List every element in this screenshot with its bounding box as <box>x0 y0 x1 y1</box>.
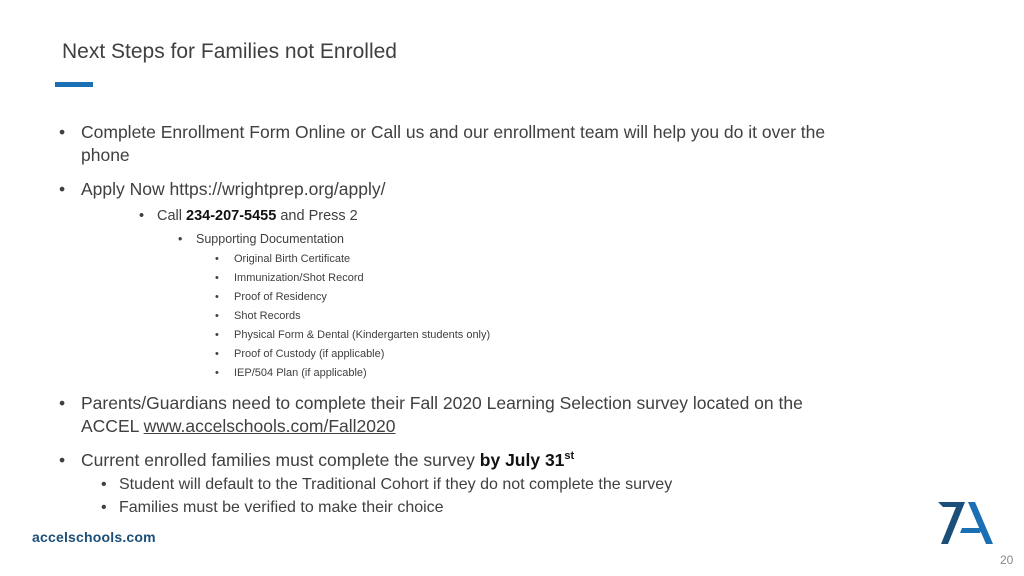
bullet-dot-icon: • <box>215 291 219 303</box>
bullet-dot-icon: • <box>59 450 66 470</box>
deadline-ordinal: st <box>564 450 575 463</box>
deadline-text: by July 31 <box>479 450 565 470</box>
title-accent-bar <box>55 82 93 87</box>
bullet-apply-now <box>59 179 386 201</box>
slide-title: Next Steps for Families not Enrolled <box>62 40 397 63</box>
footer-brand: accelschools.com <box>32 529 156 545</box>
call-suffix: and Press 2 <box>276 208 358 224</box>
phone-number: 234-207-5455 <box>186 208 277 224</box>
bullet-enrollment-form <box>59 122 826 144</box>
bullet-dot-icon: • <box>139 208 145 224</box>
bullet-dot-icon: • <box>59 122 66 142</box>
bullet-dot-icon: • <box>215 310 219 322</box>
document-label: Physical Form & Dental (Kindergarten students only) <box>234 329 491 341</box>
bullet-text: Student will default to the Traditional Cohort if they do not complete the survey <box>119 476 673 493</box>
sub-bullet-call <box>139 207 358 225</box>
document-label: Proof of Custody (if applicable) <box>234 348 385 360</box>
bullet-dot-icon: • <box>215 329 219 341</box>
bullet-text: Supporting Documentation <box>196 232 345 246</box>
bullet-current-families <box>59 450 575 472</box>
document-item <box>215 253 351 267</box>
bullet-text: Parents/Guardians need to complete their Fall 2020 Learning Selection survey located on the <box>81 393 803 413</box>
bullet-text: Apply Now https://wrightprep.org/apply/ <box>81 179 386 199</box>
document-label: Proof of Residency <box>234 291 327 303</box>
document-item <box>215 367 367 381</box>
bullet-dot-icon: • <box>215 348 219 360</box>
document-item <box>215 329 491 343</box>
bullet-dot-icon: • <box>59 393 66 413</box>
bullet-dot-icon: • <box>215 272 219 284</box>
bullet-text: Families must be verified to make their choice <box>119 499 444 516</box>
bullet-dot-icon: • <box>215 367 219 379</box>
document-item <box>215 291 327 305</box>
sub-bullet-verified <box>101 498 444 518</box>
document-label: Shot Records <box>234 310 301 322</box>
bullet-dot-icon: • <box>215 253 219 265</box>
document-item <box>215 272 364 286</box>
bullet-text: Current enrolled families must complete the survey <box>81 450 480 470</box>
bullet-dot-icon: • <box>59 179 66 199</box>
call-prefix: Call <box>157 208 187 224</box>
bullet-parents-survey-cont <box>81 416 396 438</box>
accel-prefix: ACCEL <box>81 416 144 436</box>
document-label: Original Birth Certificate <box>234 253 351 265</box>
document-label: IEP/504 Plan (if applicable) <box>234 367 367 379</box>
accel-logo-icon <box>938 498 994 546</box>
bullet-dot-icon: • <box>101 476 107 493</box>
document-label: Immunization/Shot Record <box>234 272 364 284</box>
bullet-text: Complete Enrollment Form Online or Call us and our enrollment team will help you do it over the <box>81 122 826 142</box>
sub-bullet-default-cohort <box>101 475 673 495</box>
bullet-dot-icon: • <box>101 499 107 516</box>
bullet-enrollment-form-cont <box>81 145 130 167</box>
bullet-text: phone <box>81 145 130 165</box>
page-number: 20 <box>1000 553 1014 567</box>
sub-bullet-supporting-docs <box>178 232 345 248</box>
document-item <box>215 310 301 324</box>
bullet-parents-survey <box>59 393 803 415</box>
document-item <box>215 348 385 362</box>
fall2020-link[interactable]: www.accelschools.com/Fall2020 <box>143 416 396 436</box>
bullet-dot-icon: • <box>178 232 183 246</box>
